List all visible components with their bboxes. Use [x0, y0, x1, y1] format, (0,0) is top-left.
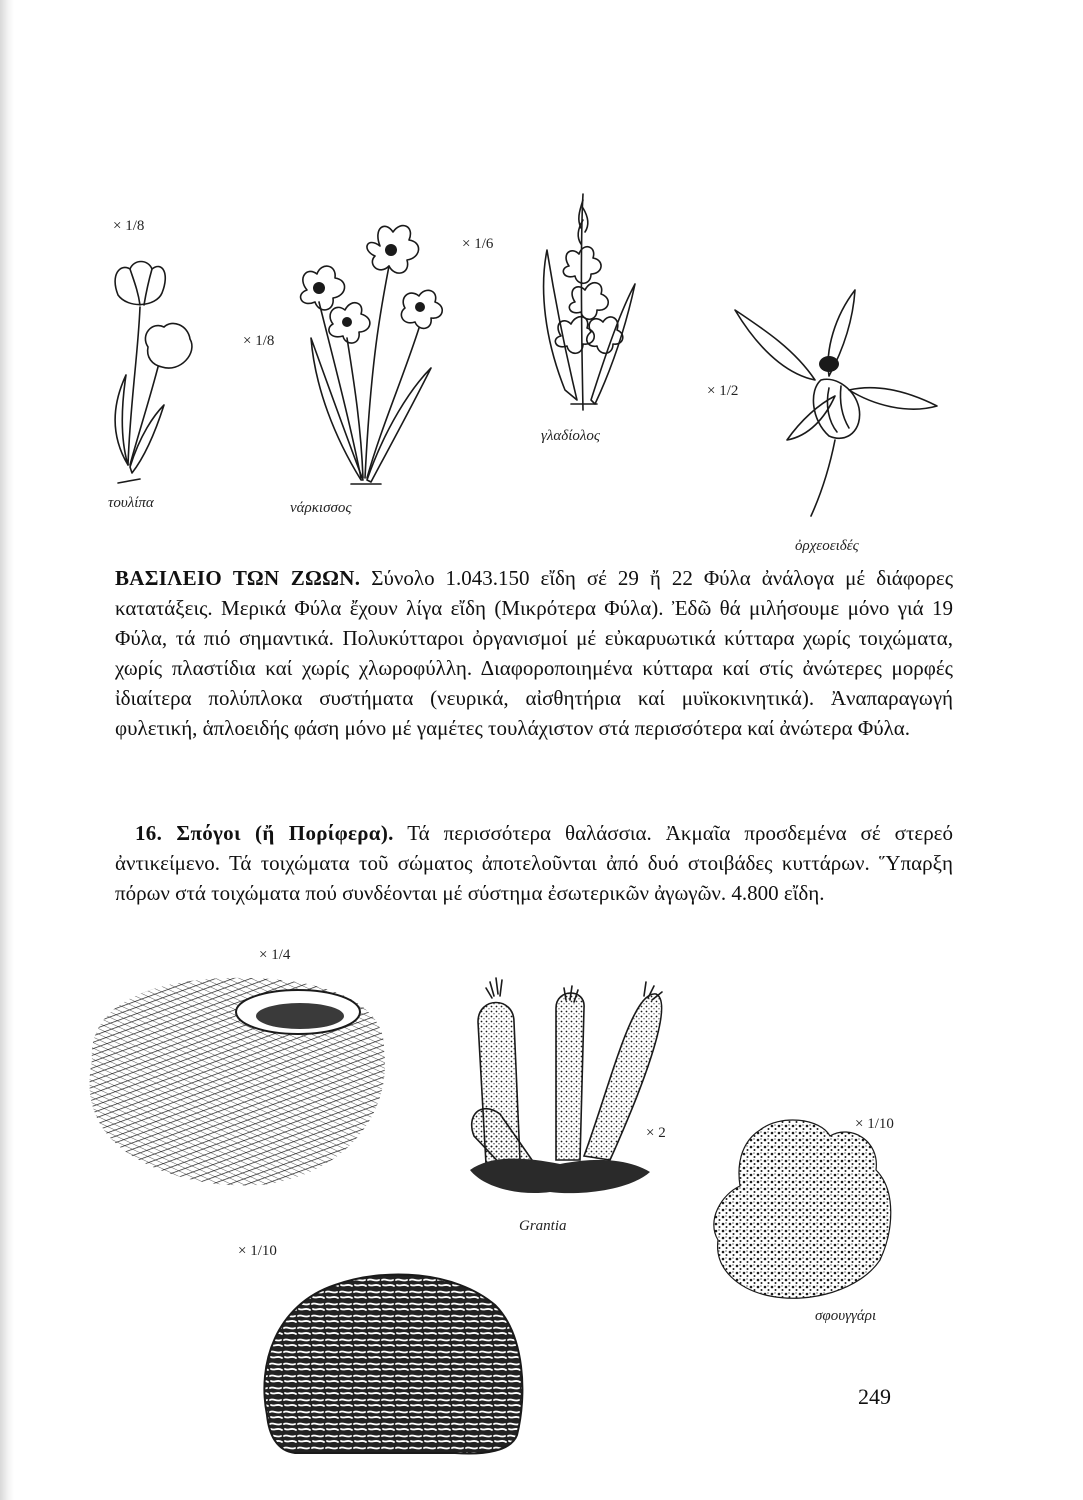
animal-kingdom-body: Σύνολο 1.043.150 εἴδη σέ 29 ἤ 22 Φύλα ἀνάλογα μέ διάφορες κατατάξεις. Μερικά Φύλα ἔχουν λίγα εἴδη (Μικρότερα Φύλα). Ἐδῶ θά μιλήσουμε μόνο γιά 19 Φύλα, τά πιό σημαντικά. Πολυκύτταροι ὀργανισμοί μέ εὐκαρυωτικά κύτταρα χωρίς τοιχώματα, χωρίς πλαστίδια καί χωρίς χλωροφύλλη. Διαφοροποιημένα κύτταρα καί στίς ἀνώτερες μορφές ἰδιαίτερα πολύπλοκα συστήματα (νευρικά, αἰσθητήρια καί μυϊκοκινητικά). Ἀναπαραγωγή φυλετική, ἁπλοειδής φάση μόνο μέ γαμέτες τουλάχιστον στά περισσότερα καί ἀνώτερα Φύλα. [115, 566, 954, 740]
scale-tulip: × 1/8 [113, 218, 145, 234]
brain-sponge-illustration [255, 1265, 530, 1460]
scale-brain-sponge: × 1/10 [238, 1243, 277, 1259]
animal-kingdom-heading: ΒΑΣΙΛΕΙΟ ΤΩΝ ΖΩΩΝ. [115, 566, 361, 590]
narcissus-illustration [285, 218, 455, 493]
caption-grantia: Grantia [519, 1218, 567, 1234]
tulip-illustration [100, 255, 210, 495]
scale-narcissus: × 1/8 [243, 333, 275, 349]
gladiolus-illustration [525, 190, 645, 420]
sponges-body: Τά περισσότερα θαλάσσια. Ἀκμαῖα προσδεμένα σέ στερεό ἀντικείμενο. Τά τοιχώματα τοῦ σώματος ἀποτελοῦνται ἀπό δυό στοιβάδες κυττάρων. Ὕπαρξη πόρων στά τοιχώματα πού συνδέονται μέ σύστημα ἐσωτερικῶν ἀγωγῶν. 4.800 εἴδη. [115, 821, 953, 905]
scale-gladiolus: × 1/6 [462, 236, 494, 252]
scale-orchid: × 1/2 [707, 383, 739, 399]
scale-urchin-sponge: × 1/4 [259, 947, 291, 963]
caption-bath-sponge: σφουγγάρι [815, 1308, 877, 1324]
animal-kingdom-paragraph [115, 563, 953, 743]
bath-sponge-illustration [700, 1110, 900, 1310]
sponges-paragraph [115, 818, 953, 908]
caption-gladiolus: γλαδίολος [541, 428, 601, 444]
orchid-illustration [725, 280, 945, 520]
caption-tulip: τουλίπα [108, 495, 154, 511]
scale-grantia: × 2 [646, 1125, 666, 1141]
sponges-heading: 16. Σπόγοι (ἤ Πορίφερα). [135, 821, 394, 845]
grantia-illustration [460, 960, 660, 1215]
caption-narcissus: νάρκισσος [290, 500, 352, 516]
spiky-sponge-illustration [80, 970, 400, 1190]
page-binding-shadow [0, 0, 14, 1500]
page-number: 249 [858, 1384, 891, 1409]
scale-bath-sponge: × 1/10 [855, 1116, 894, 1132]
caption-orchid: ὀρχεοειδές [795, 538, 859, 554]
